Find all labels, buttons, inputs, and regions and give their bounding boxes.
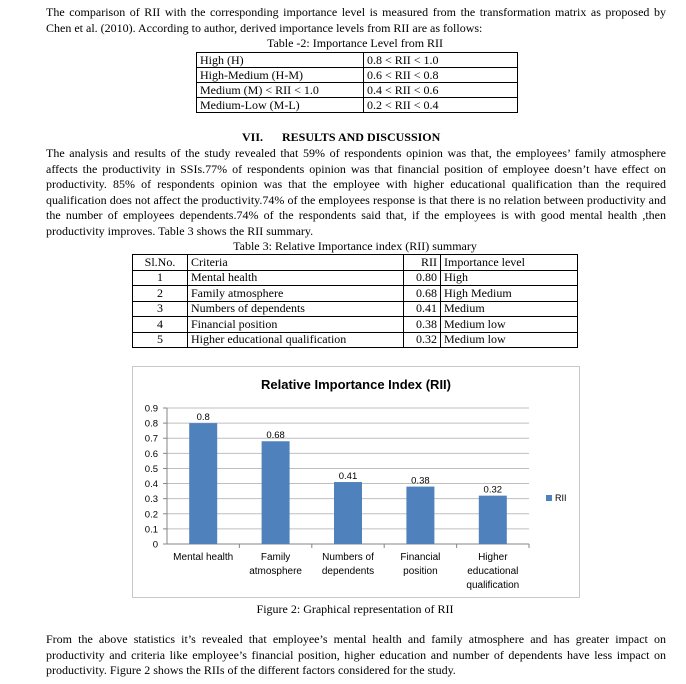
header-importance-level-cell: Importance level [441, 255, 578, 271]
rii-cell: 0.41 [404, 301, 441, 317]
importance-level-cell: High [441, 270, 578, 286]
y-tick-label: 0.4 [144, 479, 158, 491]
bar-data-label: 0.38 [411, 475, 430, 487]
section-title: RESULTS AND DISCUSSION [282, 130, 441, 144]
bar [189, 423, 217, 544]
intro-paragraph: The comparison of RII with the corresponding importance level is measured from the transformation matrix as proposed by Chen et al. (2010). According to author, derived importance levels from RII are as follows: [46, 5, 666, 35]
rii-range-cell: 0.2 < RII < 0.4 [364, 98, 518, 113]
x-category-label: Mental health [173, 552, 234, 563]
bar [334, 482, 362, 544]
x-category-label: atmosphere [249, 566, 303, 577]
section-number: VII. [242, 130, 264, 144]
y-tick-label: 0.6 [144, 448, 158, 460]
bar [406, 487, 434, 544]
x-category-label: educational [467, 566, 519, 577]
bar [262, 441, 290, 544]
legend-swatch [546, 495, 552, 501]
legend-label: RII [555, 493, 567, 503]
y-tick-label: 0.5 [144, 463, 158, 475]
y-tick-label: 0.8 [144, 418, 158, 430]
x-category-label: position [403, 566, 438, 577]
table3-header-row [133, 255, 578, 271]
x-category-label: qualification [466, 580, 520, 591]
importance-level-cell: High Medium [441, 286, 578, 302]
table2-row [197, 68, 518, 83]
criteria-cell: Higher educational qualification [188, 332, 404, 348]
bar-data-label: 0.32 [483, 484, 503, 496]
x-category-label: Numbers of [322, 552, 374, 563]
y-tick-label: 0.9 [144, 403, 158, 415]
header-rii-cell: RII [404, 255, 441, 271]
importance-level-table [196, 52, 518, 113]
rii-cell: 0.68 [404, 286, 441, 302]
y-tick-label: 0 [152, 539, 158, 551]
table3-caption: Table 3: Relative Importance index (RII) summary [233, 239, 477, 253]
header-criteria-cell: Criteria [188, 255, 404, 271]
sl-no-cell: 2 [133, 286, 188, 302]
rii-bar-chart [133, 367, 579, 597]
table2-row [197, 98, 518, 113]
table3-row [133, 286, 578, 302]
rii-summary-table [132, 254, 578, 348]
header-sl-no-cell: Sl.No. [133, 255, 188, 271]
importance-level-cell: Medium (M) < RII < 1.0 [197, 83, 364, 98]
sl-no-cell: 1 [133, 270, 188, 286]
rii-range-cell: 0.6 < RII < 0.8 [364, 68, 518, 83]
table2-row [197, 53, 518, 68]
rii-range-cell: 0.8 < RII < 1.0 [364, 53, 518, 68]
x-category-label: Family [260, 552, 291, 563]
conclusion-paragraph: From the above statistics it’s revealed that employee’s mental health and family atmosphere and has greater impact on productivity and criteria like employee’s financial position, higher education and number of dependents have less impact on productivity. Figure 2 shows the RIIs of the different factors considered for the study. [46, 632, 666, 677]
criteria-cell: Mental health [188, 270, 404, 286]
table2-row [197, 83, 518, 98]
bar-data-label: 0.8 [196, 412, 210, 424]
results-paragraph: The analysis and results of the study revealed that 59% of respondents opinion was that, the employees’ family atmosphere affects the productivity in SSIs.77% of respondents opinion was that financial position of employee doesn’t have effect on productivity. 85% of respondents opinion was that the employee with higher educational qualification than the required qualification does not affect the productivity.74% of the employees response is that there is no relation between productivity and the number of employees dependents.74% of the respondents said that, if the employees is with good mental health ,then productivity improves. Table 3 shows the RII summary. [46, 146, 666, 238]
sl-no-cell: 3 [133, 301, 188, 317]
y-tick-label: 0.3 [144, 494, 158, 506]
sl-no-cell: 4 [133, 317, 188, 333]
x-category-label: dependents [321, 566, 375, 577]
x-category-label: Financial [400, 552, 441, 563]
criteria-cell: Numbers of dependents [188, 301, 404, 317]
rii-cell: 0.80 [404, 270, 441, 286]
importance-level-cell: High-Medium (H-M) [197, 68, 364, 83]
importance-level-cell: Medium [441, 301, 578, 317]
importance-level-cell: Medium low [441, 332, 578, 348]
importance-level-cell: Medium low [441, 317, 578, 333]
y-tick-label: 0.2 [144, 509, 158, 521]
table3-row [133, 270, 578, 286]
x-category-label: Higher [478, 552, 508, 563]
criteria-cell: Financial position [188, 317, 404, 333]
table3-row [133, 332, 578, 348]
y-tick-label: 0.1 [144, 524, 158, 536]
criteria-cell: Family atmosphere [188, 286, 404, 302]
section-heading [242, 130, 440, 145]
table3-row [133, 301, 578, 317]
bar [479, 496, 507, 544]
bar-data-label: 0.41 [338, 471, 358, 483]
importance-level-cell: Medium-Low (M-L) [197, 98, 364, 113]
table2-caption: Table -2: Importance Level from RII [266, 36, 444, 50]
bar-data-label: 0.68 [266, 430, 285, 442]
importance-level-cell: High (H) [197, 53, 364, 68]
rii-range-cell: 0.4 < RII < 0.6 [364, 83, 518, 98]
table3-row [133, 317, 578, 333]
y-tick-label: 0.7 [144, 433, 158, 445]
rii-chart-frame [132, 366, 580, 598]
rii-cell: 0.32 [404, 332, 441, 348]
sl-no-cell: 5 [133, 332, 188, 348]
chart-title: Relative Importance Index (RII) [261, 377, 451, 392]
figure-caption: Figure 2: Graphical representation of RII [256, 602, 454, 616]
rii-cell: 0.38 [404, 317, 441, 333]
